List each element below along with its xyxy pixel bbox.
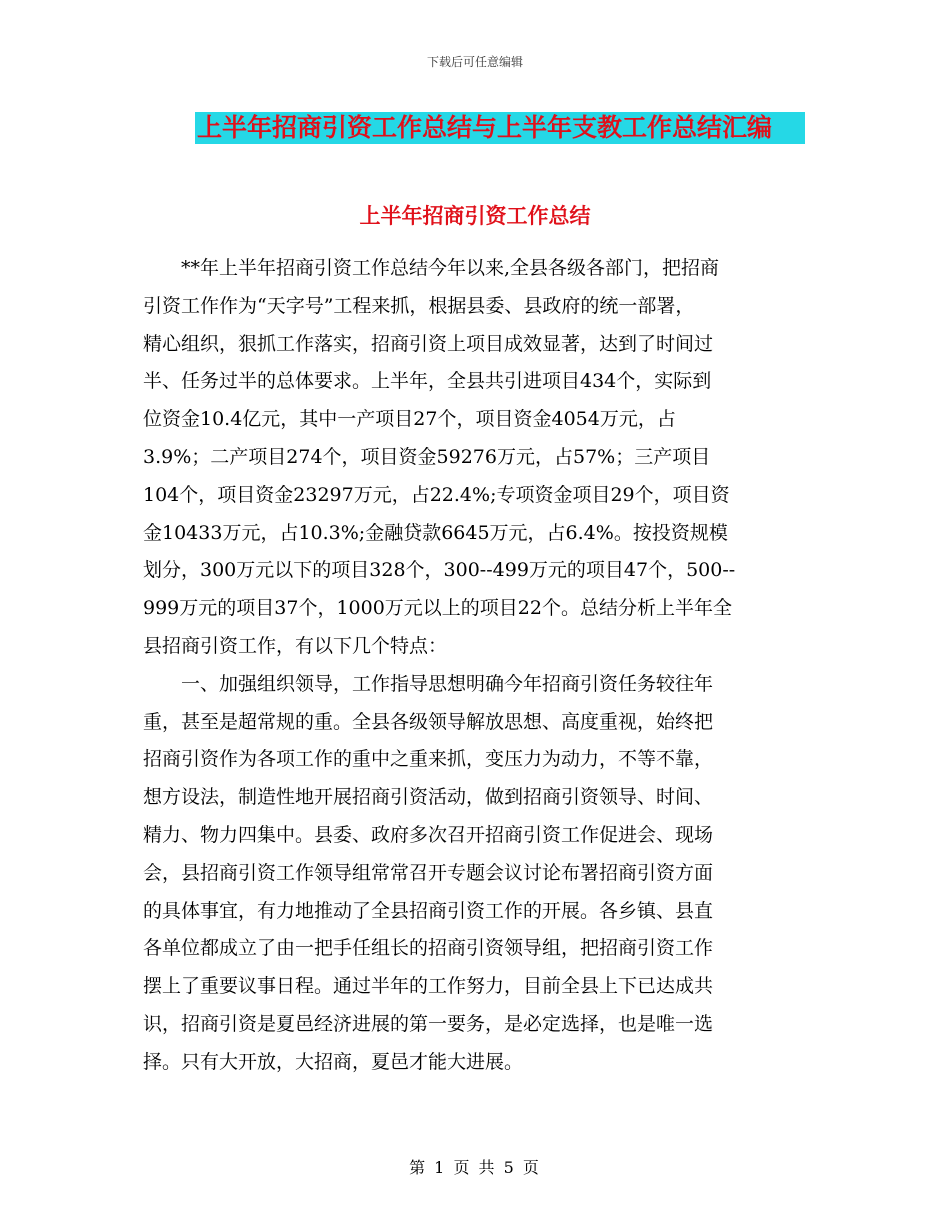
- body-text: [143, 254, 808, 1086]
- paragraph-line: 招商引资作为各项工作的重中之重来抓，变压力为动力，不等不靠，: [143, 748, 714, 771]
- paragraph-line: 一、加强组织领导，工作指导思想明确今年招商引资任务较往年: [181, 672, 714, 695]
- paragraph-line: 会，县招商引资工作领导组常常召开专题会议讨论布署招商引资方面: [143, 861, 714, 884]
- header-note: 下载后可任意编辑: [426, 55, 523, 69]
- paragraph-line: 想方设法，制造性地开展招商引资活动，做到招商引资领导、时间、: [143, 786, 714, 809]
- paragraph-line: 金10433万元，占10.3%;金融贷款6645万元，占6.4%。按投资规模: [143, 521, 728, 544]
- main-title: 上半年招商引资工作总结与上半年支教工作总结汇编: [195, 112, 805, 144]
- paragraph-line: 县招商引资工作，有以下几个特点：: [143, 634, 448, 657]
- page-footer: 第 1 页 共 5 页: [409, 1158, 541, 1177]
- paragraph-line: 3.9%；二产项目274个，项目资金59276万元，占57%；三产项目: [143, 445, 711, 468]
- paragraph-line: 的具体事宜，有力地推动了全县招商引资工作的开展。各乡镇、县直: [143, 899, 714, 922]
- paragraph-line: 精心组织，狠抓工作落实，招商引资上项目成效显著，达到了时间过: [143, 332, 714, 355]
- paragraph-line: 重，甚至是超常规的重。全县各级领导解放思想、高度重视，始终把: [143, 710, 714, 733]
- paragraph-line: 999万元的项目37个，1000万元以上的项目22个。总结分析上半年全: [143, 597, 732, 620]
- paragraph-line: 划分，300万元以下的项目328个，300--499万元的项目47个，500--: [143, 559, 736, 582]
- paragraph-line: **年上半年招商引资工作总结今年以来,全县各级各部门，把招商: [181, 257, 720, 279]
- paragraph-line: 择。只有大开放，大招商，夏邑才能大进展。: [143, 1050, 524, 1073]
- paragraph-line: 104个，项目资金23297万元，占22.4%;专项资金项目29个，项目资: [143, 483, 730, 506]
- paragraph-line: 引资工作作为“天字号”工程来抓，根据县委、县政府的统一部署，: [143, 294, 695, 317]
- paragraph-line: 位资金10.4亿元，其中一产项目27个，项目资金4054万元，占: [143, 408, 676, 431]
- main-title-container: [195, 112, 805, 144]
- paragraph-line: 精力、物力四集中。县委、政府多次召开招商引资工作促进会、现场: [143, 823, 714, 846]
- paragraph-line: 各单位都成立了由一把手任组长的招商引资领导组，把招商引资工作: [143, 937, 714, 960]
- paragraph-line: 半、任务过半的总体要求。上半年，全县共引进项目434个，实际到: [143, 370, 712, 393]
- paragraph-line: 摆上了重要议事日程。通过半年的工作努力，目前全县上下已达成共: [143, 975, 714, 998]
- section-title: 上半年招商引资工作总结: [359, 204, 591, 228]
- paragraph-line: 识，招商引资是夏邑经济进展的第一要务，是必定选择，也是唯一选: [143, 1012, 714, 1035]
